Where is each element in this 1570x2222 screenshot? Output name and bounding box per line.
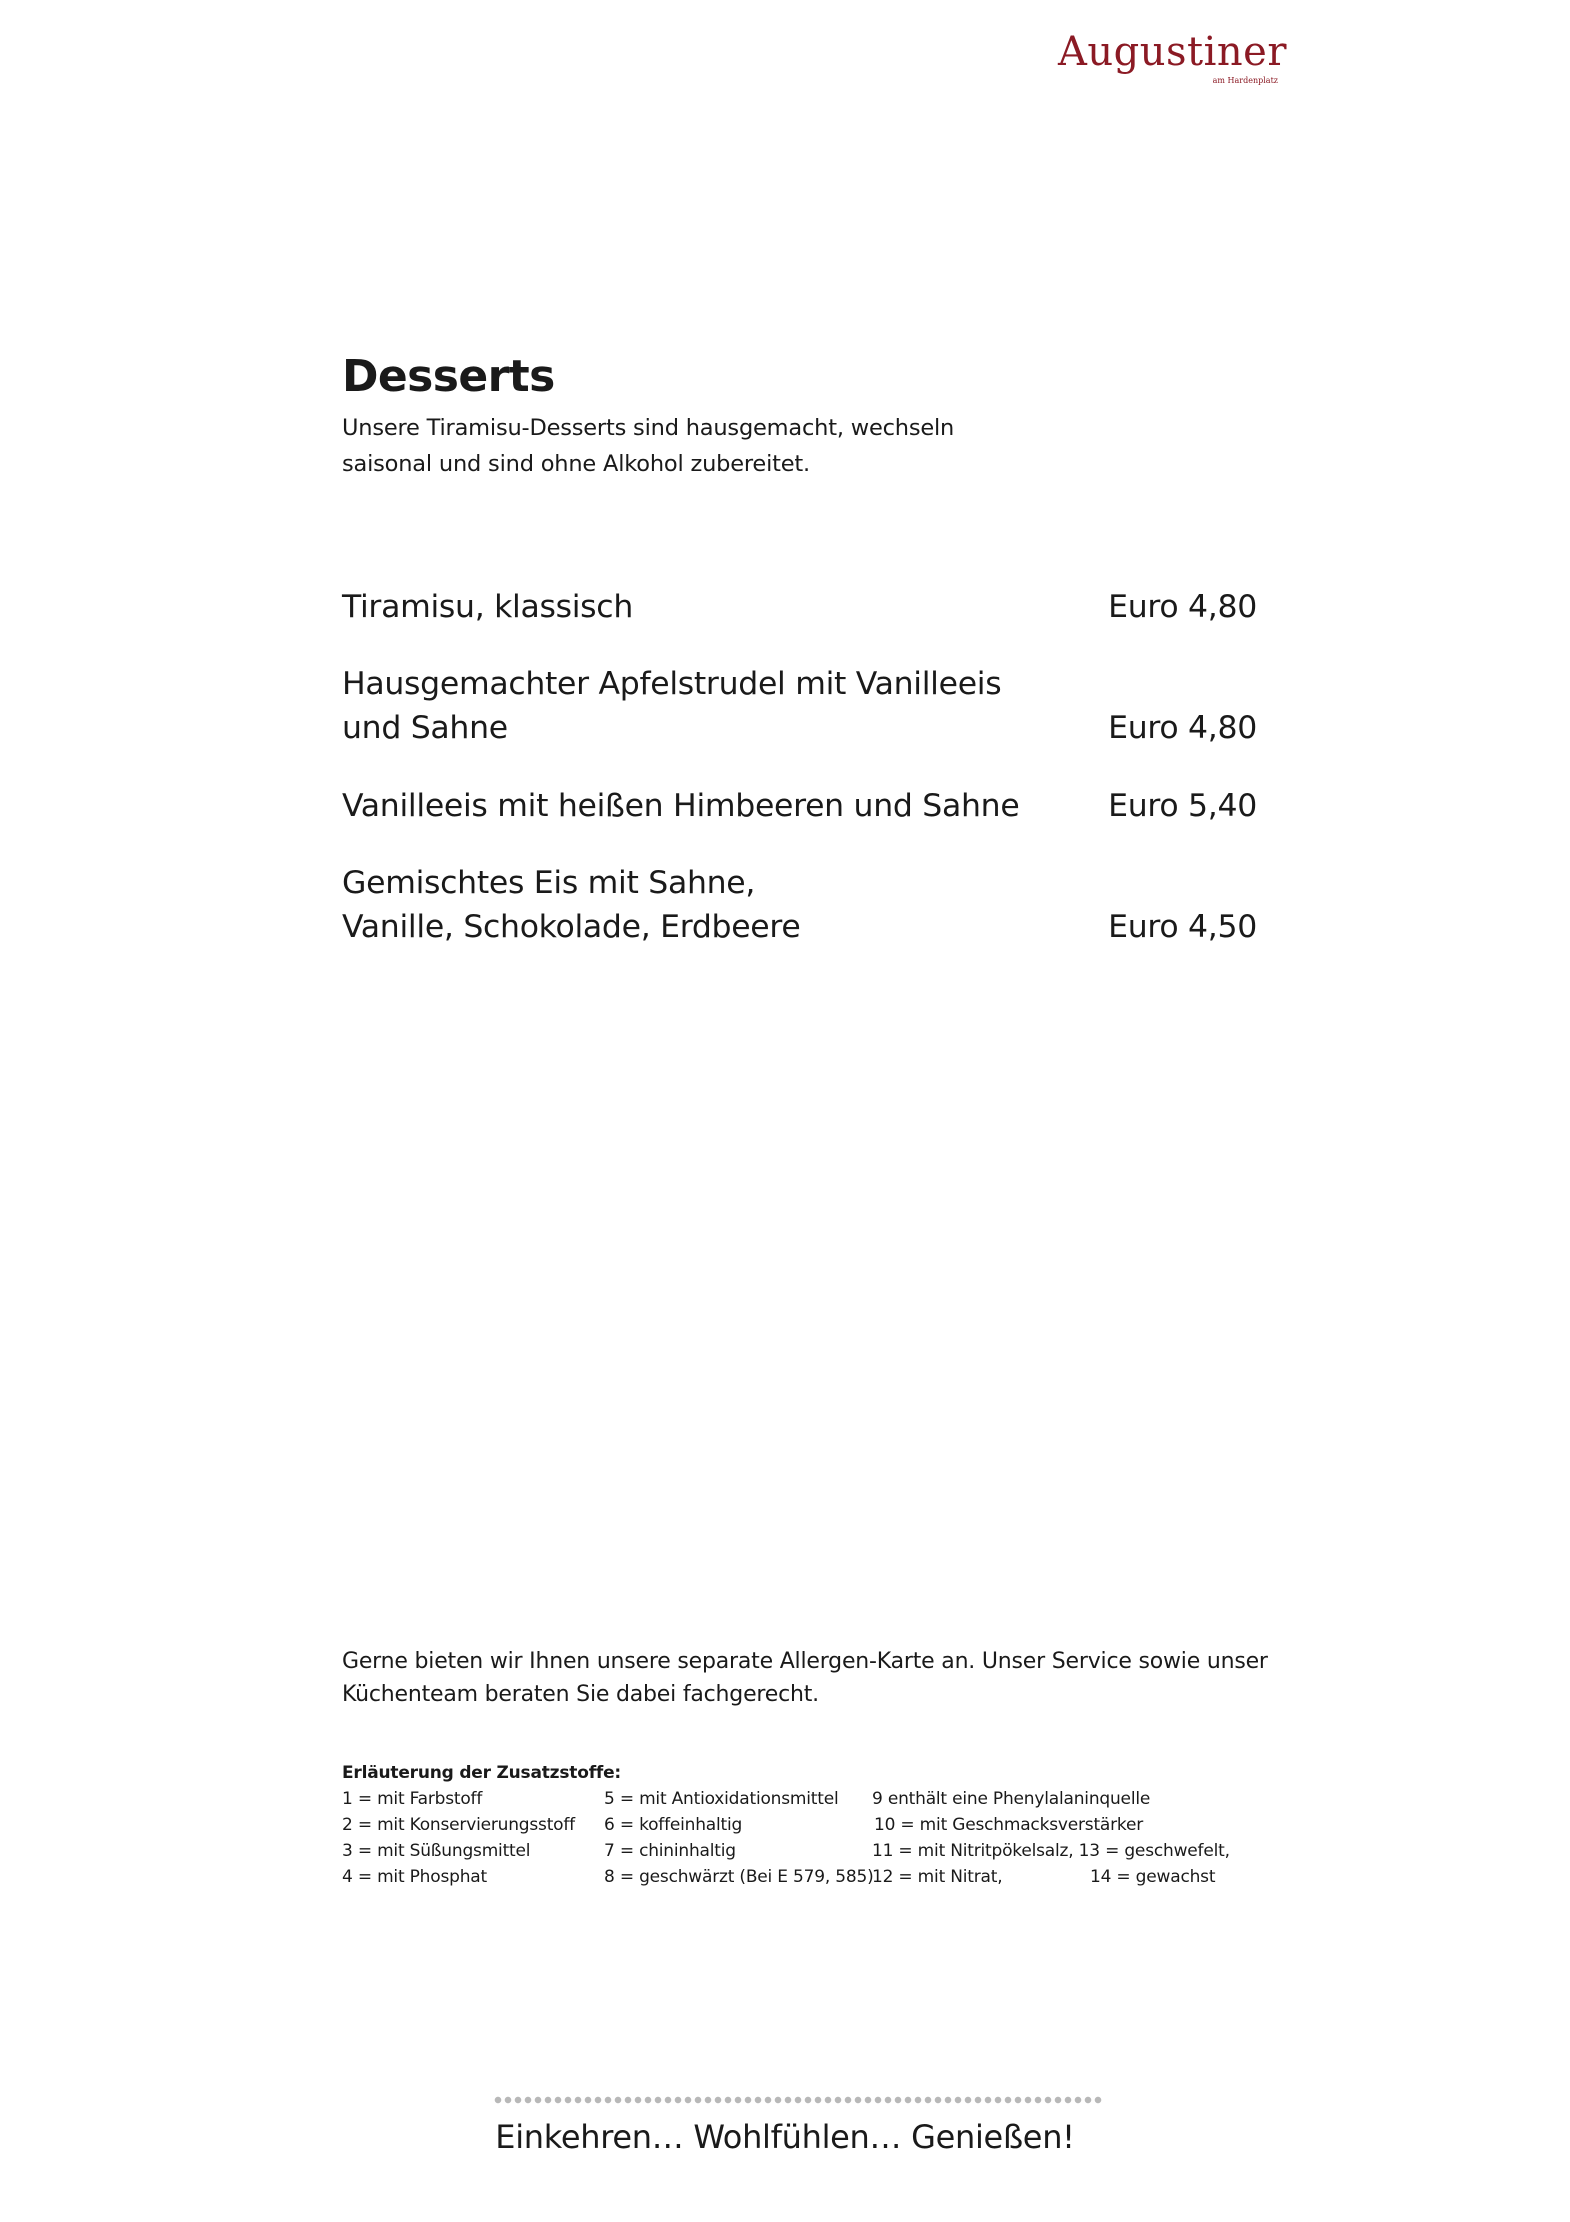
logo-wordmark: Augustiner (1058, 29, 1287, 75)
additive-entry: 11 = mit Nitritpökelsalz, 13 = geschwefelt, (872, 1841, 1230, 1861)
dotted-divider (493, 2095, 1103, 2105)
additive-entry: 7 = chininhaltig (604, 1841, 736, 1861)
additive-entry: 14 = gewachst (1090, 1867, 1216, 1887)
menu-item-price: Euro 5,40 (1108, 788, 1257, 824)
allergen-note: Gerne bieten wir Ihnen unsere separate Allergen-Karte an. Unser Service sowie unser Küchenteam beraten Sie dabei fachgerecht. (342, 1649, 1268, 1707)
page-title: Desserts (342, 351, 555, 402)
logo (1058, 29, 1287, 90)
menu-item (342, 784, 1257, 828)
intro-text: Unsere Tiramisu-Desserts sind hausgemacht, wechseln saisonal und sind ohne Alkohol zubereitet. (342, 415, 955, 477)
additives-row (342, 1864, 1272, 1890)
menu-item (342, 662, 1257, 750)
menu-item (342, 861, 1257, 949)
additive-entry: 6 = koffeinhaltig (604, 1815, 743, 1835)
slogan: Einkehren… Wohlfühlen… Genießen! (495, 2118, 1075, 2156)
menu-item-price: Euro 4,80 (1108, 589, 1257, 625)
additives-row (342, 1812, 1272, 1838)
menu-item-name: Hausgemachter Apfelstrudel mit Vanilleeis und Sahne (342, 666, 1002, 746)
additive-entry: 3 = mit Süßungsmittel (342, 1841, 531, 1861)
logo-subtitle: am Hardenplatz (1212, 76, 1278, 85)
menu-item-price: Euro 4,50 (1108, 909, 1257, 945)
menu-item (342, 585, 1257, 629)
additives-legend (342, 1760, 1272, 1890)
menu-item-name: Vanilleeis mit heißen Himbeeren und Sahne (342, 788, 1020, 824)
additive-entry: 5 = mit Antioxidationsmittel (604, 1789, 839, 1809)
menu-item-price: Euro 4,80 (1108, 710, 1257, 746)
menu-item-name: Gemischtes Eis mit Sahne, Vanille, Schokolade, Erdbeere (342, 865, 801, 945)
menu-item-name: Tiramisu, klassisch (342, 589, 633, 625)
additive-entry: 9 enthält eine Phenylalaninquelle (872, 1789, 1151, 1809)
additives-row (342, 1786, 1272, 1812)
additive-entry: 12 = mit Nitrat, (872, 1867, 1003, 1887)
additives-row (342, 1838, 1272, 1864)
additive-entry: 8 = geschwärzt (Bei E 579, 585) (604, 1867, 874, 1887)
additive-entry: 1 = mit Farbstoff (342, 1789, 483, 1809)
additives-heading: Erläuterung der Zusatzstoffe: (342, 1763, 622, 1783)
additive-entry: 10 = mit Geschmacksverstärker (874, 1815, 1143, 1835)
additive-entry: 4 = mit Phosphat (342, 1867, 487, 1887)
additive-entry: 2 = mit Konservierungsstoff (342, 1815, 575, 1835)
